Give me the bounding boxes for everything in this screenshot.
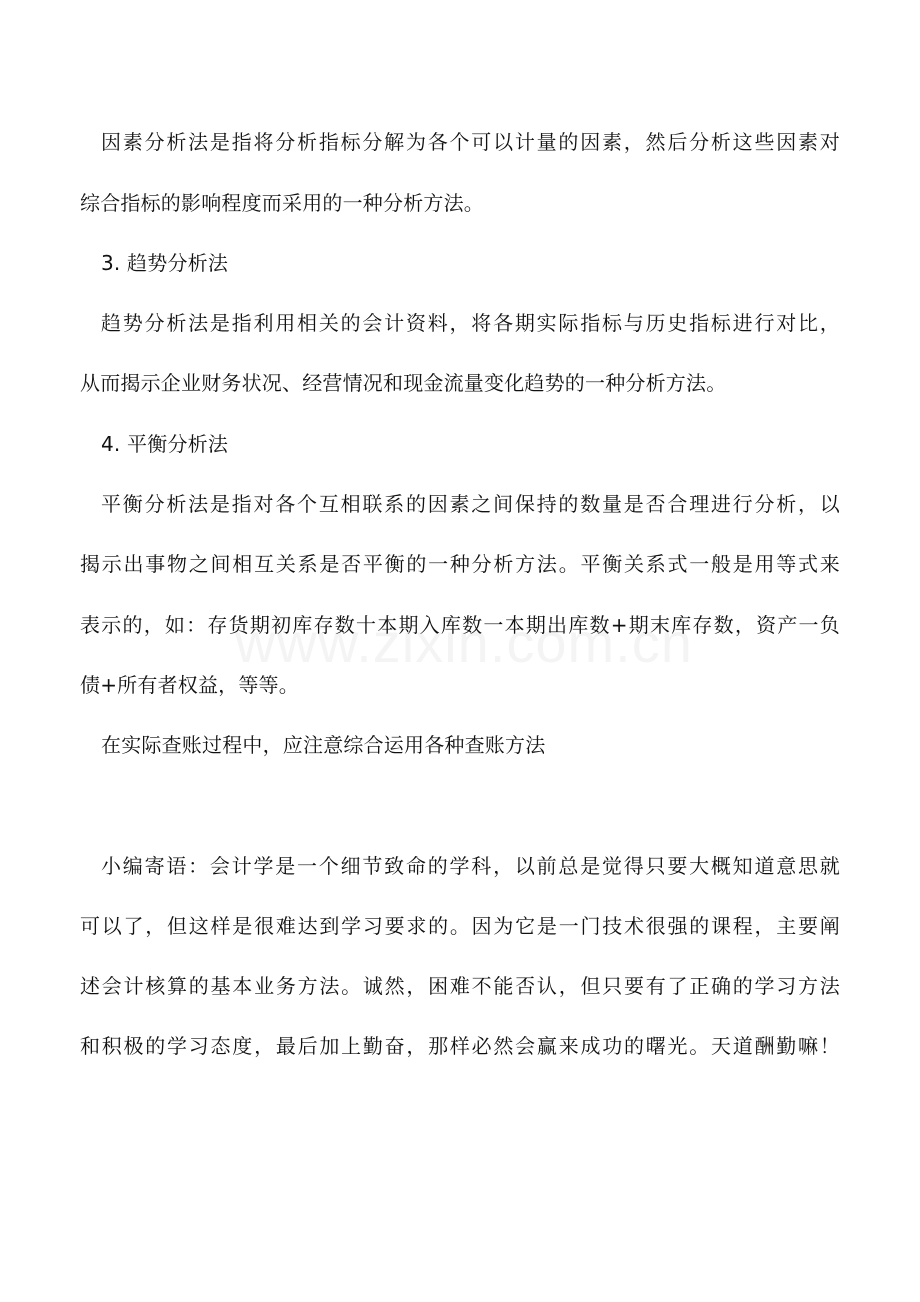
editor-message-line-3: 述会计核算的基本业务方法。诚然，困难不能否认，但只要有了正确的学习方法 [80, 974, 840, 998]
editor-message-line-1: 小编寄语：会计学是一个细节致命的学科，以前总是觉得只要大概知道意思就 [101, 854, 840, 878]
balance-analysis-line-4: 债+所有者权益，等等。 [80, 673, 299, 697]
editor-message-line-4: 和积极的学习态度，最后加上勤奋，那样必然会赢来成功的曙光。天道酬勤嘛！ [80, 1034, 840, 1058]
balance-analysis-line-3: 表示的，如：存货期初库存数十本期入库数一本期出库数+期末库存数，资产一负 [80, 613, 840, 637]
factor-analysis-line-2: 综合指标的影响程度而采用的一种分析方法。 [80, 191, 484, 215]
trend-heading: 3. 趋势分析法 [101, 251, 229, 275]
trend-analysis-line-1: 趋势分析法是指利用相关的会计资料，将各期实际指标与历史指标进行对比， [101, 311, 840, 335]
audit-note: 在实际查账过程中，应注意综合运用各种查账方法 [101, 733, 546, 757]
factor-analysis-line-1: 因素分析法是指将分析指标分解为各个可以计量的因素，然后分析这些因素对 [101, 130, 840, 154]
editor-message-line-2: 可以了，但这样是很难达到学习要求的。因为它是一门技术很强的课程，主要阐 [80, 914, 840, 938]
trend-analysis-line-2: 从而揭示企业财务状况、经营情况和现金流量变化趋势的一种分析方法。 [80, 371, 727, 395]
balance-heading: 4. 平衡分析法 [101, 432, 229, 456]
balance-analysis-line-1: 平衡分析法是指对各个互相联系的因素之间保持的数量是否合理进行分析，以 [101, 492, 840, 516]
balance-analysis-line-2: 揭示出事物之间相互关系是否平衡的一种分析方法。平衡关系式一般是用等式来 [80, 552, 840, 576]
